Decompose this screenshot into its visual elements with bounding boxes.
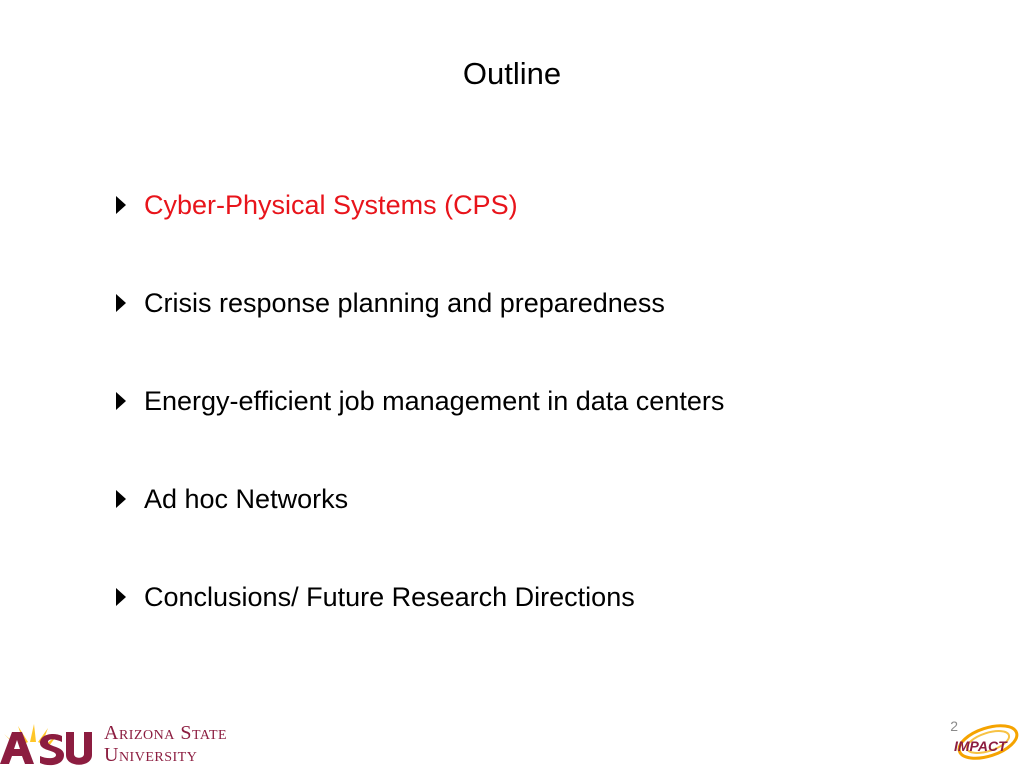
asu-sunburst-icon bbox=[0, 724, 96, 766]
bullet-text: Crisis response planning and preparedness bbox=[144, 288, 665, 318]
bullet-text: Ad hoc Networks bbox=[144, 484, 349, 514]
impact-logo-text: IMPACT bbox=[954, 738, 1007, 754]
bullet-text: Energy-efficient job management in data centers bbox=[144, 386, 725, 416]
triangle-right-icon bbox=[114, 587, 128, 607]
bullet-text: Cyber-Physical Systems (CPS) bbox=[144, 190, 518, 220]
asu-wordmark-line1: Arizona State bbox=[104, 722, 228, 744]
triangle-right-icon bbox=[114, 391, 128, 411]
page-number: 2 bbox=[950, 718, 958, 734]
triangle-right-icon bbox=[114, 293, 128, 313]
bullet-text: Conclusions/ Future Research Directions bbox=[144, 582, 635, 612]
slide-title: Outline bbox=[462, 56, 562, 91]
impact-logo bbox=[946, 722, 1022, 766]
asu-logo bbox=[0, 718, 270, 768]
triangle-right-icon bbox=[114, 195, 128, 215]
asu-wordmark-line2: University bbox=[104, 744, 198, 766]
asu-wordmark bbox=[104, 722, 227, 766]
triangle-right-icon bbox=[114, 489, 128, 509]
